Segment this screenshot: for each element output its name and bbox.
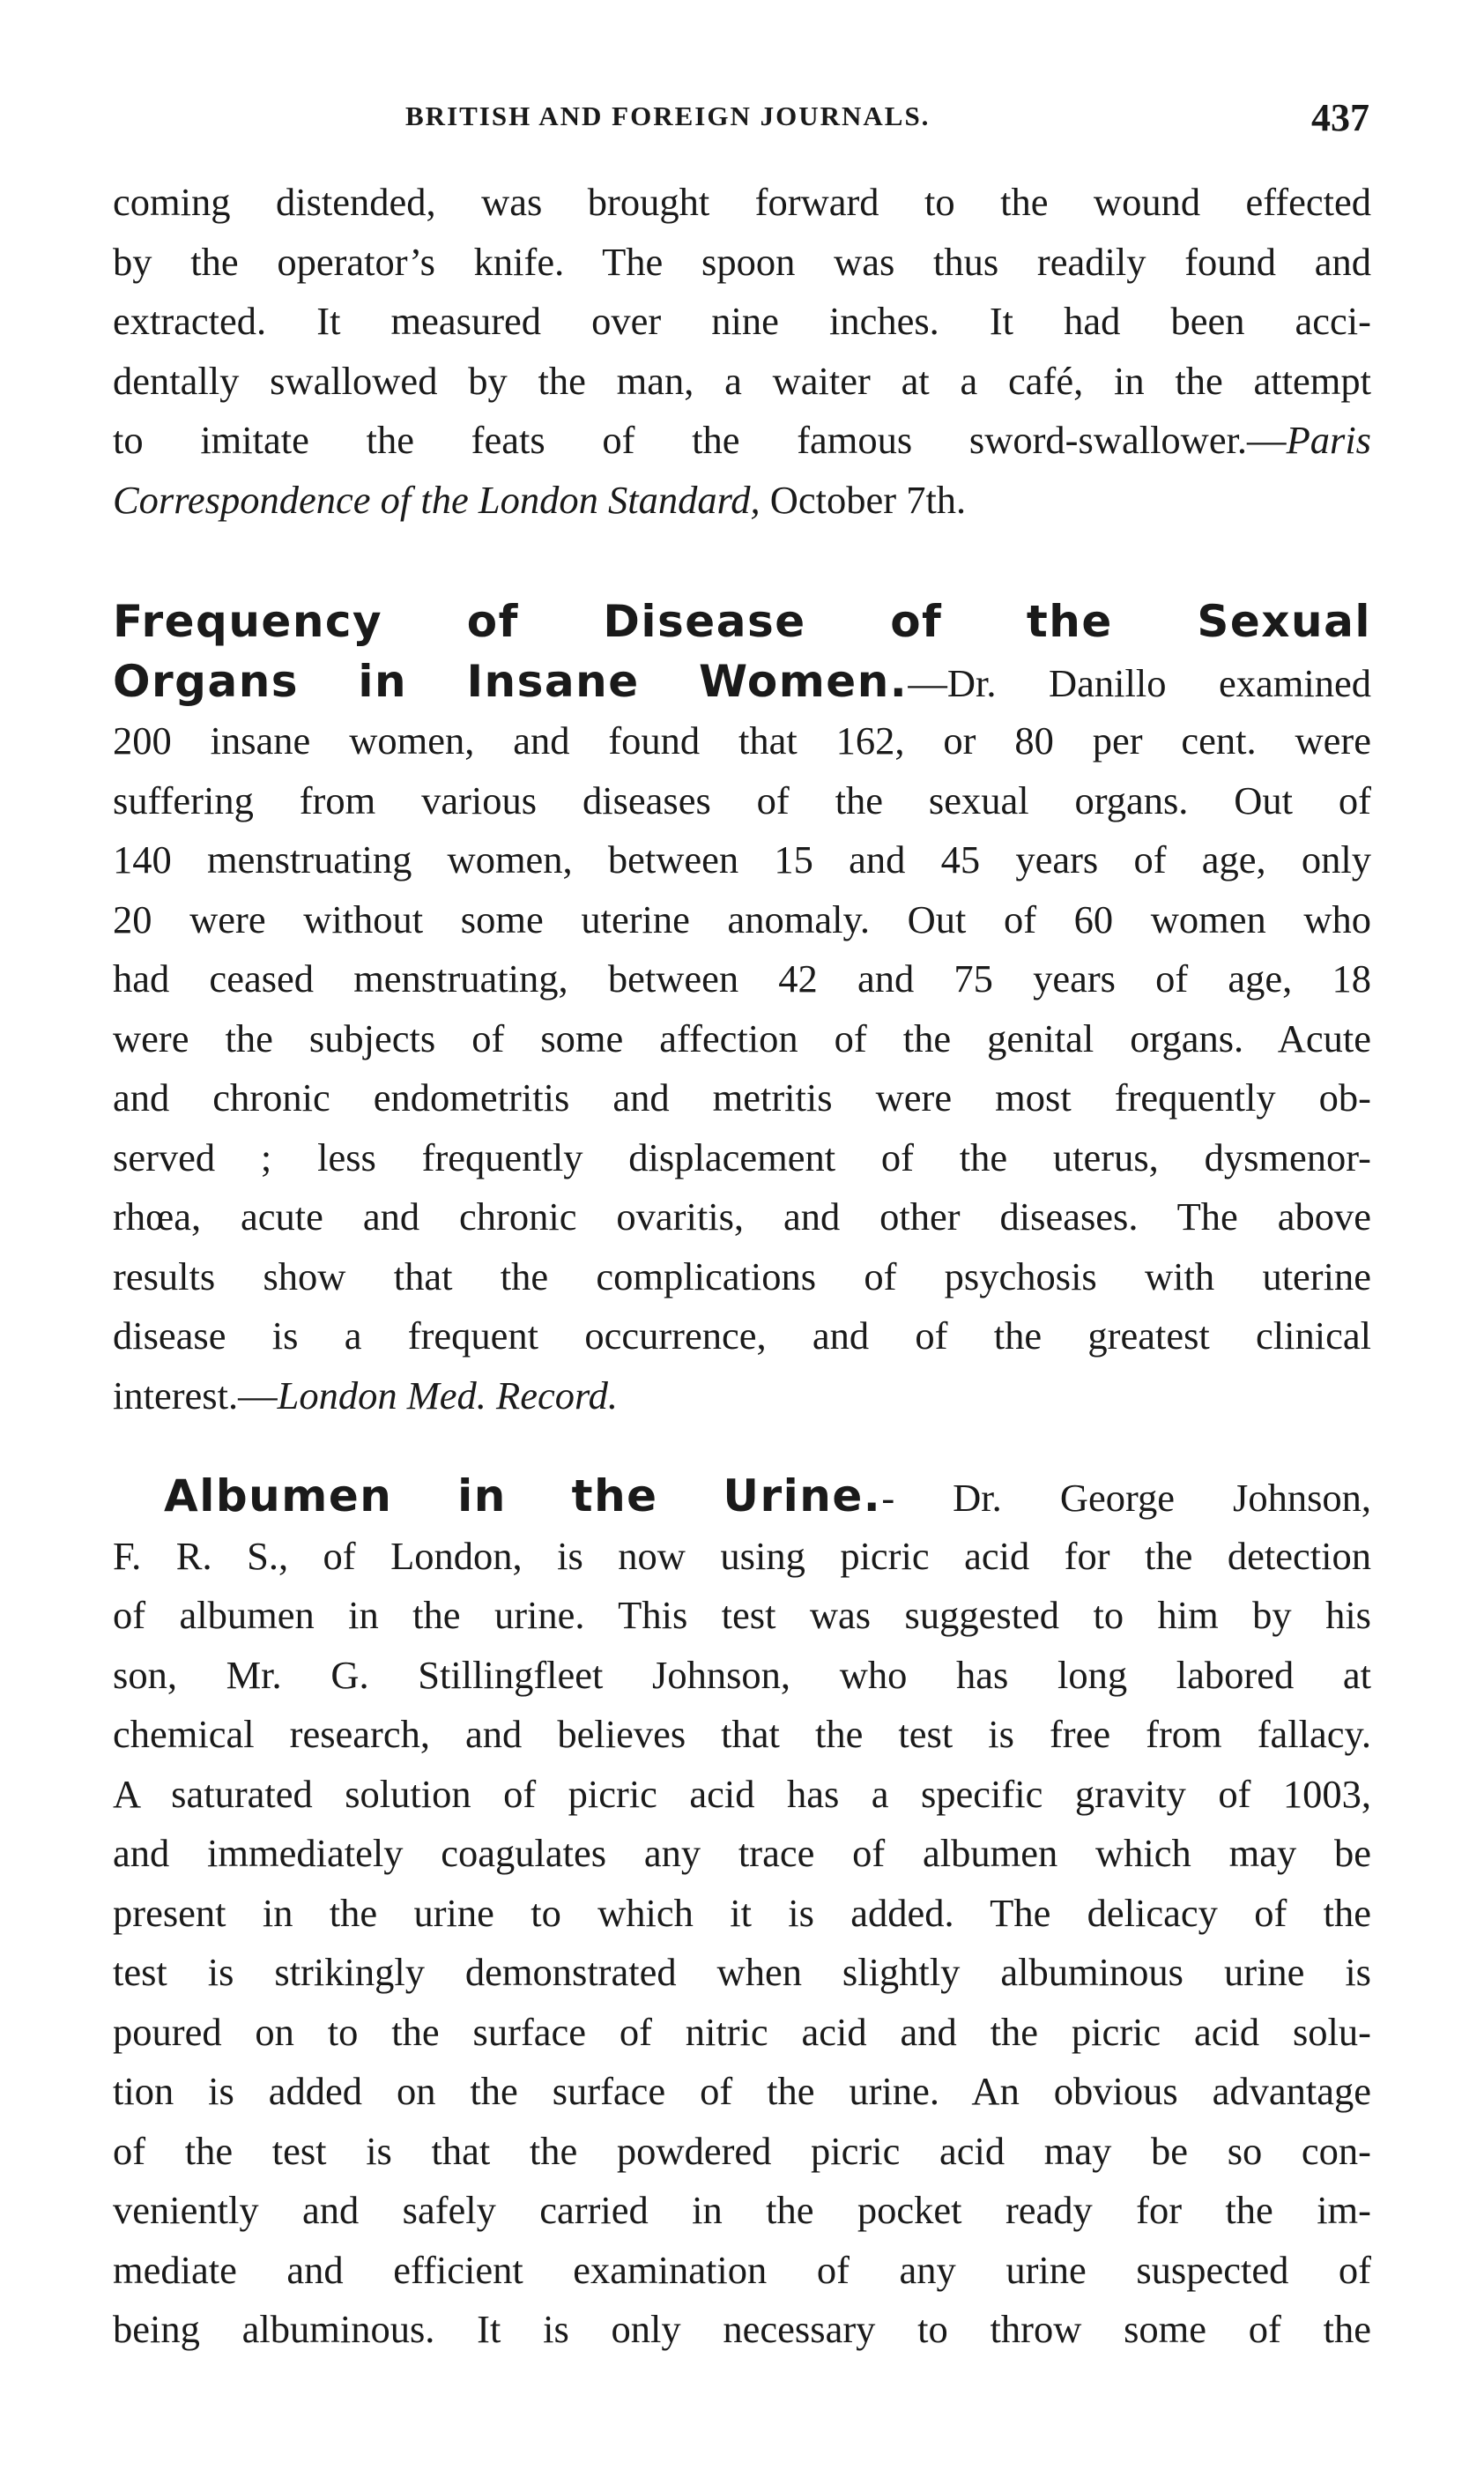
text-line: of the test is that the powdered picric acid may be so con- [113,2128,1371,2173]
text-line: results show that the complications of psychosis with uterine [113,1254,1371,1298]
text-line: coming distended, was brought forward to the wound effected [113,180,1371,224]
text-line [113,652,1371,712]
running-head [115,95,1369,139]
text-line: and chronic endometritis and metritis were most frequently ob- [113,1075,1371,1120]
text-line: test is strikingly demonstrated when slightly albuminous urine is [113,1950,1371,1994]
text-line: 140 menstruating women, between 15 and 45 years of age, only [113,837,1371,882]
text-line: of albumen in the urine. This test was suggested to him by his [113,1593,1371,1637]
text-line: poured on to the surface of nitric acid and the picric acid solu- [113,2009,1371,2054]
text-line: F. R. S., of London, is now using picric acid for the detection [113,1533,1371,1578]
article-heading [113,592,1371,652]
text-line: present in the urine to which it is added. The delicacy of the [113,1890,1371,1935]
text-line: A saturated solution of picric acid has a specific gravity of 1003, [113,1771,1371,1816]
article-frequency-of-disease [113,592,1371,1425]
text-line: dentally swallowed by the man, a waiter at a café, in the attempt [113,358,1371,403]
text-line: by the operator’s knife. The spoon was thus readily found and [113,239,1371,284]
text-segment: - Dr. George Johnson, [881,1476,1372,1520]
text-segment: —Dr. Danillo examined [908,660,1371,705]
heading-text: Frequency of Disease of the Sexual [113,596,1371,647]
text-segment: to imitate the feats of the famous sword-swallower.— [113,418,1287,462]
text-line: tion is added on the surface of the urine. An obvious advantage [113,2069,1371,2113]
article-heading: Albumen in the Urine. [164,1470,882,1522]
source-date: October 7th. [760,477,967,522]
text-line: suffering from various diseases of the sexual organs. Out of [113,777,1371,822]
text-line: chemical research, and believes that the test is free from fallacy. [113,1712,1371,1756]
text-segment: interest.— [113,1373,278,1417]
text-line: son, Mr. G. Stillingfleet Johnson, who has long labored at [113,1652,1371,1697]
text-line [113,1366,1371,1426]
text-line: extracted. It measured over nine inches. It had been acci- [113,299,1371,343]
text-line: being albuminous. It is only necessary to throw some of the [113,2307,1371,2351]
running-title: BRITISH AND FOREIGN JOURNALS. [405,100,931,131]
text-line [113,411,1371,471]
text-line: were the subjects of some affection of the genital organs. Acute [113,1016,1371,1060]
page-number: 437 [1311,96,1369,139]
source-citation: Correspondence of the London Standard, [113,477,761,522]
source-citation: Paris [1286,418,1371,462]
text-line: had ceased menstruating, between 42 and 75 years of age, 18 [113,956,1371,1001]
text-line [113,1467,1371,1527]
text-line: and immediately coagulates any trace of albumen which may be [113,1831,1371,1875]
text-line: 20 were without some uterine anomaly. Out of 60 women who [113,897,1371,941]
text-line: served ; less frequently displacement of the uterus, dysmenor- [113,1135,1371,1179]
text-line: veniently and safely carried in the pocket ready for the im- [113,2188,1371,2232]
text-line [113,471,1371,531]
text-line: disease is a frequent occurrence, and of the greatest clinical [113,1313,1371,1358]
heading-text: Organs in Insane Women. [113,655,909,707]
source-citation: London Med. Record. [277,1373,619,1417]
paragraph-spoon-extraction [113,173,1371,530]
text-line: mediate and efficient examination of any urine suspected of [113,2247,1371,2292]
article-albumen-in-urine [113,1467,1371,2360]
text-line: 200 insane women, and found that 162, or 80 per cent. were [113,718,1371,763]
text-line: rhœa, acute and chronic ovaritis, and other diseases. The above [113,1194,1371,1239]
